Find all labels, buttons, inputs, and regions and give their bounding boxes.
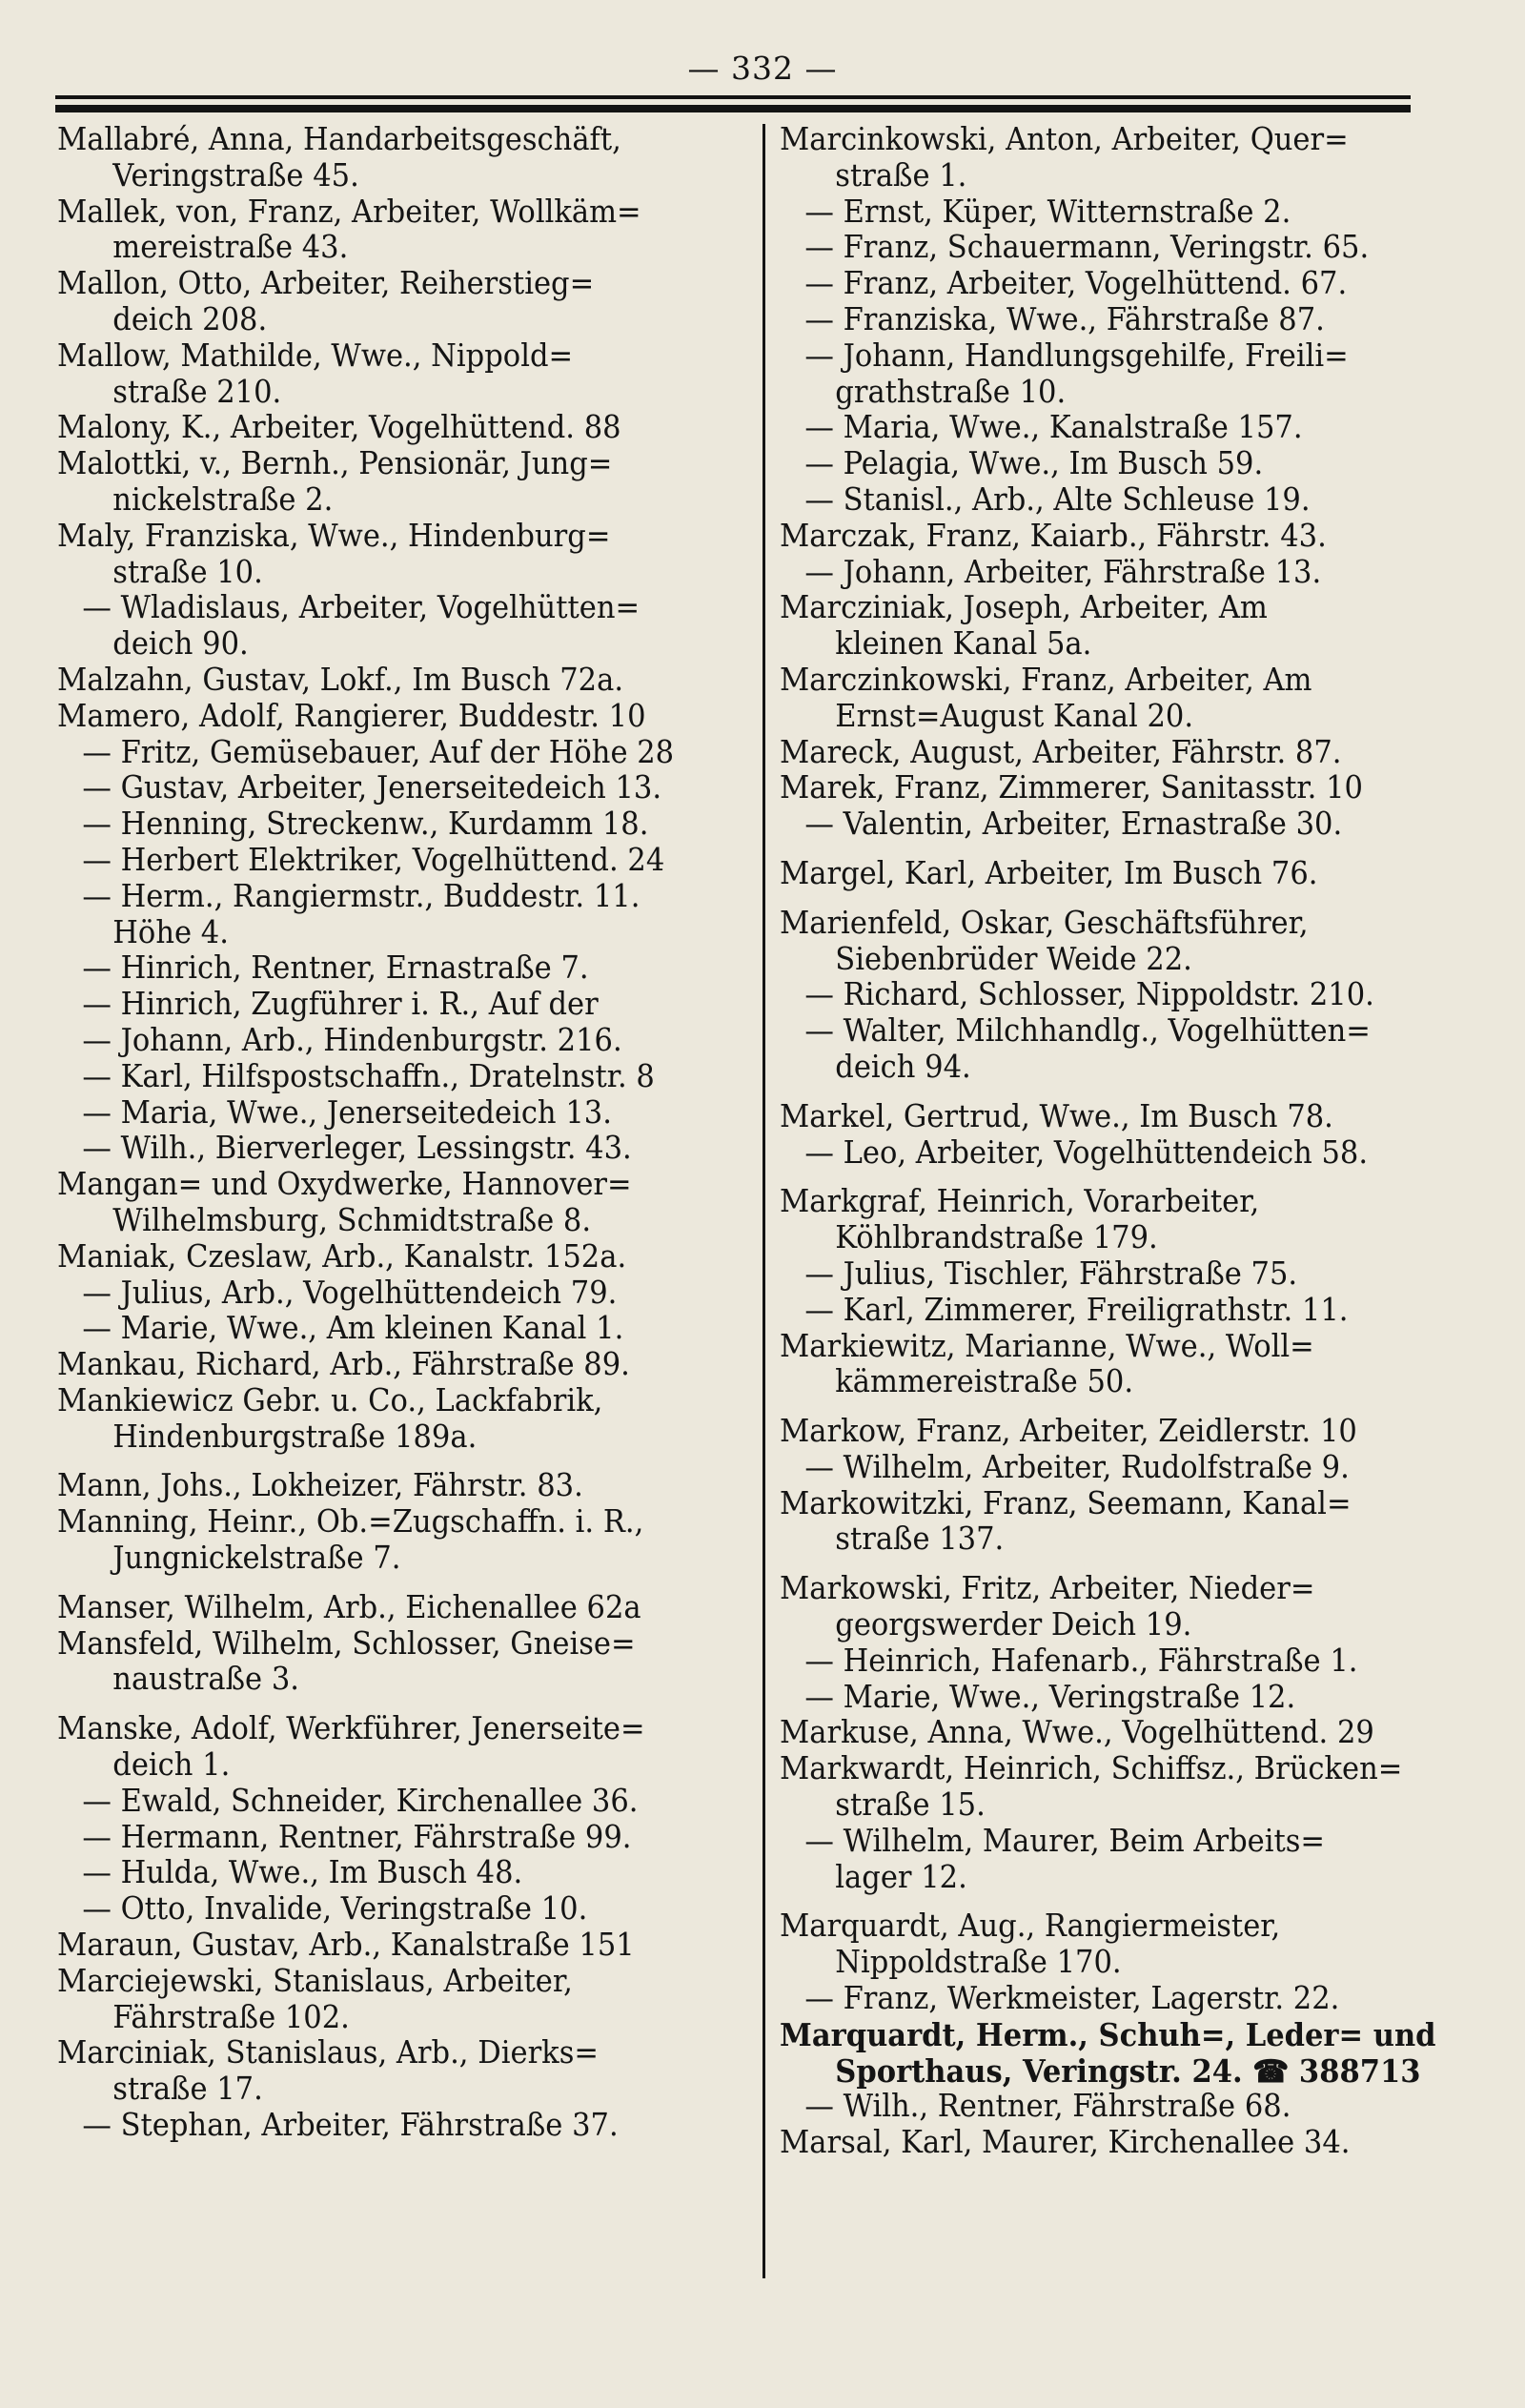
entry-continuation: Fährstraße 102. <box>112 1998 350 2035</box>
directory-entry <box>57 1891 738 1928</box>
entry-line: Marquardt, Aug., Rangiermeister, <box>780 1908 1281 1945</box>
entry-continuation: straße 210. <box>112 373 282 410</box>
directory-entry <box>780 194 1462 231</box>
directory-entry <box>780 1715 1462 1751</box>
directory-entry <box>57 590 738 663</box>
entry-line: — Fritz, Gemüsebauer, Auf der Höhe 28 <box>82 733 675 770</box>
directory-entry <box>57 950 738 987</box>
entry-line: Mallek, von, Franz, Arbeiter, Wollkäm= <box>57 193 641 230</box>
directory-entry <box>57 1347 738 1383</box>
directory-entry <box>780 735 1462 771</box>
entry-line: Markuse, Anna, Wwe., Vogelhüttend. 29 <box>780 1714 1374 1751</box>
entry-line: — Hinrich, Rentner, Ernastraße 7. <box>82 949 589 987</box>
entry-continuation: mereistraße 43. <box>112 229 349 266</box>
directory-entry <box>57 1023 738 1059</box>
entry-continuation: Wilhelmsburg, Schmidtstraße 8. <box>112 1201 592 1238</box>
entry-line: — Gustav, Arbeiter, Jenerseitedeich 13. <box>82 769 662 806</box>
directory-entry <box>57 1468 738 1504</box>
directory-entry <box>780 663 1462 735</box>
directory-entry <box>57 1711 738 1784</box>
right-column <box>780 122 1462 2161</box>
entry-line: Markwardt, Heinrich, Schiffsz., Brücken= <box>780 1750 1403 1787</box>
entry-line: — Karl, Hilfspostschaffn., Dratelnstr. 8 <box>82 1057 655 1094</box>
directory-entry <box>57 1964 738 2036</box>
entry-line: — Herbert Elektriker, Vogelhüttend. 24 <box>82 841 665 878</box>
directory-entry <box>57 194 738 267</box>
directory-entry <box>780 770 1462 806</box>
directory-entry <box>780 590 1462 663</box>
entry-line: — Hinrich, Zugführer i. R., Auf der <box>82 986 599 1023</box>
entry-line: — Valentin, Arbeiter, Ernastraße 30. <box>804 806 1343 843</box>
column-divider <box>762 124 765 2278</box>
entry-continuation: naustraße 3. <box>112 1661 299 1698</box>
entry-line: Marsal, Karl, Maurer, Kirchenallee 34. <box>780 2124 1351 2161</box>
entry-line: — Walter, Milchhandlg., Vogelhütten= <box>804 1012 1371 1050</box>
header-rule-thick <box>55 105 1411 112</box>
directory-entry <box>57 1855 738 1891</box>
header-rule-thin <box>55 95 1411 99</box>
entry-line: Mallow, Mathilde, Wwe., Nippold= <box>57 337 574 374</box>
directory-entry <box>780 230 1462 266</box>
entry-line: — Stanisl., Arb., Alte Schleuse 19. <box>804 480 1311 518</box>
directory-entry <box>780 1256 1462 1293</box>
entry-line: Markiewitz, Marianne, Wwe., Woll= <box>780 1327 1314 1364</box>
entry-line: Mareck, August, Arbeiter, Fährstr. 87. <box>780 733 1342 770</box>
directory-entry <box>57 410 738 446</box>
entry-continuation: Höhe 4. <box>112 913 229 950</box>
directory-entry <box>780 1293 1462 1329</box>
entry-line: Marcinkowski, Anton, Arbeiter, Quer= <box>780 121 1349 157</box>
entry-line: Marienfeld, Oskar, Geschäftsführer, <box>780 904 1309 941</box>
directory-entry <box>780 1751 1462 1824</box>
entry-line: Manser, Wilhelm, Arb., Eichenallee 62a <box>57 1588 641 1625</box>
directory-entry <box>780 302 1462 338</box>
entry-line: Marczak, Franz, Kaiarb., Fährstr. 43. <box>780 517 1327 554</box>
directory-entry <box>57 1383 738 1456</box>
entry-line: — Julius, Tischler, Fährstraße 75. <box>804 1255 1298 1292</box>
entry-line: — Maria, Wwe., Kanalstraße 157. <box>804 409 1303 446</box>
entry-line: — Leo, Arbeiter, Vogelhüttendeich 58. <box>804 1133 1369 1171</box>
directory-entry <box>780 266 1462 302</box>
entry-line: — Hulda, Wwe., Im Busch 48. <box>82 1854 523 1891</box>
directory-entry <box>57 1784 738 1820</box>
directory-entry <box>57 122 738 194</box>
entry-line: — Franz, Schauermann, Veringstr. 65. <box>804 229 1370 266</box>
entry-line: Marczinkowski, Franz, Arbeiter, Am <box>780 661 1312 698</box>
directory-entry <box>57 266 738 338</box>
entry-line: — Stephan, Arbeiter, Fährstraße 37. <box>82 2107 619 2144</box>
entry-continuation: lager 12. <box>835 1858 967 1895</box>
directory-entry <box>780 1450 1462 1486</box>
directory-entry <box>780 806 1462 843</box>
directory-entry <box>57 663 738 699</box>
entry-line: Markowitzki, Franz, Seemann, Kanal= <box>780 1484 1352 1521</box>
entry-line: Maniak, Czeslaw, Arb., Kanalstr. 152a. <box>57 1237 627 1275</box>
entry-line: — Wladislaus, Arbeiter, Vogelhütten= <box>82 589 640 626</box>
entry-line: — Richard, Schlosser, Nippoldstr. 210. <box>804 976 1374 1013</box>
directory-entry <box>780 1824 1462 1896</box>
directory-entry <box>57 735 738 771</box>
entry-continuation: Siebenbrüder Weide 22. <box>835 940 1192 977</box>
entry-line: Mallabré, Anna, Handarbeitsgeschäft, <box>57 121 621 157</box>
entry-line: — Franz, Werkmeister, Lagerstr. 22. <box>804 1980 1340 2017</box>
entry-line: Marcziniak, Joseph, Arbeiter, Am <box>780 589 1268 626</box>
directory-entry <box>57 879 738 951</box>
directory-entry <box>780 1908 1462 1981</box>
directory-entry <box>57 1590 738 1626</box>
entry-continuation: grathstraße 10. <box>835 373 1067 410</box>
directory-entry <box>780 410 1462 446</box>
entry-line: Malzahn, Gustav, Lokf., Im Busch 72a. <box>57 661 624 698</box>
entry-continuation: georgswerder Deich 19. <box>835 1606 1192 1643</box>
directory-entry <box>780 906 1462 978</box>
directory-entry <box>57 2035 738 2108</box>
entry-line: Maraun, Gustav, Arb., Kanalstraße 151 <box>57 1927 635 1964</box>
entry-line: — Franz, Arbeiter, Vogelhüttend. 67. <box>804 265 1348 302</box>
directory-entry <box>780 446 1462 482</box>
entry-continuation: straße 17. <box>112 2071 263 2108</box>
directory-entry <box>57 1239 738 1275</box>
entry-line: Malottki, v., Bernh., Pensionär, Jung= <box>57 445 613 482</box>
entry-line: Mangan= und Oxydwerke, Hannover= <box>57 1166 632 1203</box>
entry-line: — Henning, Streckenw., Kurdamm 18. <box>82 806 649 843</box>
entry-line: — Hermann, Rentner, Fährstraße 99. <box>82 1818 632 1855</box>
entry-continuation: deich 94. <box>835 1048 971 1085</box>
entry-line: — Julius, Arb., Vogelhüttendeich 79. <box>82 1274 618 1311</box>
entry-line: — Herm., Rangiermstr., Buddestr. 11. <box>82 877 640 914</box>
directory-entry <box>780 338 1462 411</box>
entry-line: — Johann, Handlungsgehilfe, Freili= <box>804 337 1349 374</box>
entry-line: Manske, Adolf, Werkführer, Jenerseite= <box>57 1710 645 1747</box>
directory-entry <box>780 1099 1462 1135</box>
directory-entry <box>57 843 738 879</box>
entry-line: — Wilh., Rentner, Fährstraße 68. <box>804 2088 1291 2125</box>
directory-entry <box>780 1135 1462 1172</box>
directory-entry <box>57 1504 738 1577</box>
directory-entry <box>57 1311 738 1347</box>
directory-entry <box>780 1184 1462 1256</box>
directory-entry <box>780 1329 1462 1401</box>
entry-line: Manning, Heinr., Ob.=Zugschaffn. i. R., <box>57 1503 644 1541</box>
entry-continuation: straße 15. <box>835 1786 986 1824</box>
entry-line: Mamero, Adolf, Rangierer, Buddestr. 10 <box>57 697 646 734</box>
entry-line: — Marie, Wwe., Am kleinen Kanal 1. <box>82 1310 624 1347</box>
directory-entry <box>780 2089 1462 2125</box>
entry-line: — Karl, Zimmerer, Freiligrathstr. 11. <box>804 1291 1349 1328</box>
entry-line: Marciniak, Stanislaus, Arb., Dierks= <box>57 2034 599 2071</box>
entry-continuation: straße 137. <box>835 1520 1005 1558</box>
entry-line: — Heinrich, Hafenarb., Fährstraße 1. <box>804 1642 1358 1679</box>
entry-continuation: nickelstraße 2. <box>112 480 334 518</box>
directory-entry <box>780 519 1462 555</box>
entry-line: — Wilhelm, Maurer, Beim Arbeits= <box>804 1822 1326 1859</box>
directory-entry <box>57 1626 738 1699</box>
entry-line: — Wilhelm, Arbeiter, Rudolfstraße 9. <box>804 1448 1350 1485</box>
entry-continuation: deich 90. <box>112 625 249 663</box>
entry-line: Markowski, Fritz, Arbeiter, Nieder= <box>780 1570 1315 1607</box>
entry-line: — Johann, Arb., Hindenburgstr. 216. <box>82 1021 622 1058</box>
directory-entry <box>57 446 738 519</box>
entry-continuation: straße 10. <box>112 553 263 590</box>
directory-entry <box>57 806 738 843</box>
entry-line: Markow, Franz, Arbeiter, Zeidlerstr. 10 <box>780 1413 1357 1450</box>
directory-entry <box>57 987 738 1023</box>
entry-line: — Otto, Invalide, Veringstraße 10. <box>82 1890 588 1928</box>
directory-entry <box>780 1680 1462 1716</box>
directory-entry <box>780 2125 1462 2161</box>
entry-line: — Wilh., Bierverleger, Lessingstr. 43. <box>82 1130 632 1167</box>
directory-entry <box>57 1928 738 1964</box>
directory-entry <box>780 555 1462 591</box>
entry-line: Mankiewicz Gebr. u. Co., Lackfabrik, <box>57 1381 603 1418</box>
entry-line: Markgraf, Heinrich, Vorarbeiter, <box>780 1183 1260 1220</box>
directory-entry <box>780 977 1462 1013</box>
entry-continuation: Hindenburgstraße 189a. <box>112 1418 478 1455</box>
entry-continuation: deich 1. <box>112 1746 231 1784</box>
entry-line: Mansfeld, Wilhelm, Schlosser, Gneise= <box>57 1624 636 1662</box>
directory-entry <box>57 699 738 735</box>
entry-continuation: Jungnickelstraße 7. <box>112 1540 401 1577</box>
entry-line: Margel, Karl, Arbeiter, Im Busch 76. <box>780 854 1318 891</box>
page-number: — 332 — <box>687 50 838 87</box>
directory-entry <box>780 2017 1462 2090</box>
directory-entry <box>57 1275 738 1312</box>
entry-line: Markel, Gertrud, Wwe., Im Busch 78. <box>780 1097 1333 1134</box>
directory-entry <box>57 519 738 591</box>
entry-line: Marciejewski, Stanislaus, Arbeiter, <box>57 1962 573 1999</box>
entry-line: Maly, Franziska, Wwe., Hindenburg= <box>57 517 611 554</box>
directory-entry <box>57 1059 738 1095</box>
directory-entry <box>780 1981 1462 2017</box>
entry-line: — Ewald, Schneider, Kirchenallee 36. <box>82 1782 639 1819</box>
entry-line: Mankau, Richard, Arb., Fährstraße 89. <box>57 1346 630 1383</box>
entry-continuation: kleinen Kanal 5a. <box>835 625 1092 663</box>
left-column <box>57 122 738 2144</box>
entry-line: Mallon, Otto, Arbeiter, Reiherstieg= <box>57 265 595 302</box>
entry-line: Marquardt, Herm., Schuh=, Leder= und <box>780 2015 1436 2053</box>
directory-entry <box>780 1571 1462 1643</box>
entry-continuation: straße 1. <box>835 156 967 194</box>
directory-entry <box>57 770 738 806</box>
entry-continuation: kämmereistraße 50. <box>835 1363 1134 1400</box>
entry-line: — Maria, Wwe., Jenerseitedeich 13. <box>82 1093 612 1131</box>
entry-continuation: Sporthaus, Veringstr. 24. ☎ 388713 <box>835 2051 1421 2090</box>
directory-entry <box>780 1486 1462 1559</box>
entry-line: — Ernst, Küper, Witternstraße 2. <box>804 193 1291 230</box>
directory-entry <box>780 1643 1462 1680</box>
directory-entry <box>57 1095 738 1132</box>
directory-entry <box>57 338 738 411</box>
entry-continuation: Köhlbrandstraße 179. <box>835 1219 1158 1256</box>
directory-entry <box>57 1131 738 1167</box>
directory-entry <box>780 482 1462 519</box>
entry-line: — Johann, Arbeiter, Fährstraße 13. <box>804 553 1322 590</box>
directory-entry <box>780 1013 1462 1086</box>
entry-line: — Pelagia, Wwe., Im Busch 59. <box>804 445 1264 482</box>
directory-entry <box>57 2108 738 2144</box>
entry-line: — Franziska, Wwe., Fährstraße 87. <box>804 300 1325 337</box>
directory-entry <box>780 856 1462 892</box>
entry-line: Marek, Franz, Zimmerer, Sanitasstr. 10 <box>780 769 1363 806</box>
directory-entry <box>57 1167 738 1239</box>
directory-entry <box>780 1414 1462 1450</box>
directory-entry <box>780 122 1462 194</box>
entry-line: Malony, K., Arbeiter, Vogelhüttend. 88 <box>57 409 621 446</box>
entry-line: Mann, Johs., Lokheizer, Fährstr. 83. <box>57 1467 583 1504</box>
entry-line: — Marie, Wwe., Veringstraße 12. <box>804 1678 1296 1715</box>
directory-entry <box>57 1820 738 1856</box>
entry-continuation: Nippoldstraße 170. <box>835 1944 1122 1981</box>
entry-continuation: deich 208. <box>112 300 268 337</box>
entry-continuation: Ernst=August Kanal 20. <box>835 697 1194 734</box>
entry-continuation: Veringstraße 45. <box>112 156 359 194</box>
